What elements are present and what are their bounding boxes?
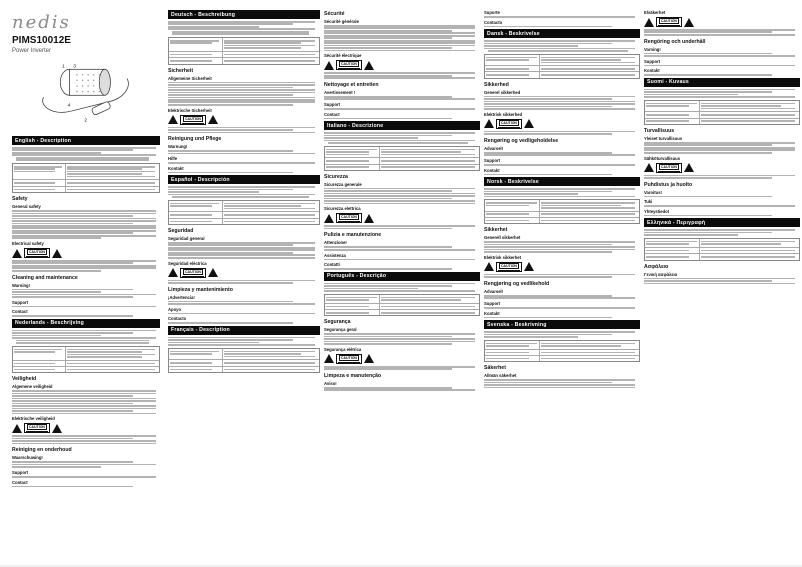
specifications-table: [484, 199, 640, 224]
caution-warning-label: CAUTION: [484, 262, 640, 272]
warning-triangle-icon: [208, 268, 218, 277]
section-header-danish: Dansk - Beskrivelse: [484, 29, 640, 38]
caution-warning-label: CAUTION: [12, 423, 160, 433]
heading-safety-es: Seguridad: [168, 228, 194, 234]
heading-cleaning-da: Rengøring og vedligeholdelse: [484, 137, 559, 144]
warning-triangle-icon: [524, 119, 534, 128]
heading-electrical-safety-no: Elektrisk sikkerhet: [484, 254, 522, 260]
heading-electrical-safety-da: Elektrisk sikkerhed: [484, 111, 523, 117]
heading-electrical-safety-fi: Sähköturvallisuus: [644, 155, 681, 161]
heading-safety-de: Sicherheit: [168, 67, 194, 74]
specifications-table: [168, 348, 320, 373]
specifications-table: [12, 163, 160, 193]
warning-triangle-icon: [484, 119, 494, 128]
heading-contact: Contact: [12, 309, 28, 315]
heading-warning-pt: Aviso!: [324, 381, 337, 386]
warning-triangle-icon: [644, 18, 654, 27]
section-header-swedish: Svenska - Beskrivning: [484, 320, 640, 329]
heading-general-safety-de: Allgemeine Sicherheit: [168, 75, 212, 81]
heading-general-safety-es: Seguridad general: [168, 236, 205, 241]
warning-triangle-icon: [364, 61, 374, 70]
heading-warning-fr: Avertissement !: [324, 90, 356, 95]
heading-general-safety-nl: Algemene veiligheid: [12, 384, 53, 390]
heading-safety-da: Sikkerhed: [484, 81, 509, 88]
heading-contact-pt: Contacto: [484, 19, 503, 25]
heading-cleaning-pt: Limpeza e manutenção: [324, 373, 382, 379]
heading-warning-no: Advarsel!: [484, 288, 504, 294]
specifications-table: [484, 340, 640, 363]
specifications-table: [484, 54, 640, 79]
heading-warning: Warning!: [12, 282, 30, 288]
column-3: [324, 8, 480, 567]
specifications-table: [324, 146, 480, 171]
heading-contact-nl: Contact: [12, 479, 28, 485]
callout-1: 1: [62, 63, 65, 69]
heading-electrical-safety-pt: Segurança elétrica: [324, 346, 362, 352]
heading-electrical-safety-it: Sicurezza elettrica: [324, 206, 361, 212]
heading-general-safety-pt: Segurança geral: [324, 327, 357, 333]
section-header-greek: Ελληνικά - Περιγραφή: [644, 218, 800, 227]
warning-triangle-icon: [524, 262, 534, 271]
heading-electrical-safety-fr: Sécurité électrique: [324, 53, 362, 59]
inverter-illustration-icon: [30, 60, 150, 125]
heading-contact-sv: Kontakt: [644, 68, 660, 74]
heading-safety-no: Sikkerhet: [484, 227, 508, 234]
section-header-dutch: Nederlands - Beschrijving: [12, 319, 160, 328]
heading-safety-fr: Sécurité: [324, 11, 345, 17]
caution-warning-label: CAUTION: [324, 354, 480, 364]
heading-cleaning-es: Limpieza y mantenimiento: [168, 286, 233, 293]
specifications-table: [12, 346, 160, 374]
heading-support-de: Hilfe: [168, 156, 178, 162]
heading-support-es: Apoyo: [168, 306, 182, 312]
column-1: [12, 0, 160, 565]
heading-cleaning-fi: Puhdistus ja huolto: [644, 181, 693, 188]
caution-warning-label: CAUTION: [644, 17, 800, 27]
section-header-german: Deutsch - Beschreibung: [168, 10, 320, 19]
model-number: PIMS10012E: [12, 35, 71, 46]
heading-safety-it: Sicurezza: [324, 173, 348, 180]
warning-triangle-icon: [644, 163, 654, 172]
heading-support-it: Assistenza: [324, 252, 346, 258]
section-header-portuguese: Português - Descrição: [324, 272, 480, 281]
heading-contact-fr: Contact: [324, 111, 340, 117]
heading-warning-sv: Varning!: [644, 46, 661, 52]
heading-support-no: Support: [484, 301, 501, 306]
heading-electrical-safety-nl: Elektrische veiligheid: [12, 416, 55, 422]
heading-cleaning-fr: Nettoyage et entretien: [324, 82, 379, 88]
heading-support-fi: Tuki: [644, 199, 653, 205]
warning-triangle-icon: [12, 249, 22, 258]
heading-general-safety-fr: Sécurité générale: [324, 19, 359, 24]
heading-electrical-safety-de: Elektrische Sicherheit: [168, 107, 212, 113]
heading-general-safety-it: Sicurezza generale: [324, 181, 362, 187]
heading-safety-fi: Turvallisuus: [644, 127, 675, 134]
product-subtitle: Power Inverter: [12, 48, 52, 54]
heading-general-safety-fi: Yleiset turvallisuus: [644, 135, 683, 141]
heading-warning-nl: Waarschuwing!: [12, 455, 43, 461]
heading-electrical-safety-es: Seguridad eléctrica: [168, 260, 207, 266]
caution-warning-label: CAUTION: [644, 163, 800, 173]
warning-triangle-icon: [324, 61, 334, 70]
heading-support-fr: Support: [324, 102, 341, 108]
specifications-table: [644, 238, 800, 261]
heading-support-nl: Support: [12, 469, 29, 475]
warning-triangle-icon: [364, 354, 374, 363]
heading-cleaning-de: Reinigung und Pflege: [168, 136, 222, 143]
warning-triangle-icon: [208, 115, 218, 124]
caution-warning-label: CAUTION: [324, 213, 480, 223]
warning-triangle-icon: [12, 424, 22, 433]
heading-contact-it: Contatti: [324, 262, 340, 268]
heading-contact-fi: Yhteystiedot: [644, 208, 670, 214]
warning-triangle-icon: [52, 249, 62, 258]
heading-safety-pt: Segurança: [324, 319, 351, 326]
heading-warning-it: Attenzione!: [324, 240, 347, 246]
heading-general-safety-sv: Allmän säkerhet: [484, 373, 517, 379]
heading-cleaning-no: Rengjøring og vedlikehold: [484, 280, 550, 287]
column-2: [168, 8, 320, 567]
heading-safety-el: Ασφάλεια: [644, 263, 669, 270]
heading-general-safety: General safety: [12, 204, 41, 210]
section-header-italian: Italiano - Descrizione: [324, 121, 480, 130]
warning-triangle-icon: [324, 354, 334, 363]
heading-warning-de: Warnung!: [168, 144, 188, 150]
heading-contact-es: Contacto: [168, 316, 187, 322]
caution-warning-label: CAUTION: [168, 115, 320, 125]
section-header-english: English - Description: [12, 136, 160, 145]
heading-general-safety-el: Γενική ασφάλεια: [644, 271, 678, 277]
heading-electrical-safety-sv: Elsäkerhet: [644, 10, 666, 15]
heading-general-safety-no: Generell sikkerhet: [484, 235, 521, 241]
section-header-norwegian: Norsk - Beskrivelse: [484, 177, 640, 186]
warning-triangle-icon: [684, 18, 694, 27]
column-4: [484, 8, 640, 567]
specifications-table: [168, 200, 320, 225]
heading-electrical-safety: Electrical safety: [12, 241, 44, 246]
section-header-spanish: Español - Descripción: [168, 175, 320, 184]
heading-safety-nl: Veiligheid: [12, 376, 37, 383]
warning-triangle-icon: [364, 214, 374, 223]
heading-contact-da: Kontakt: [484, 167, 500, 173]
heading-support-sv: Support: [644, 58, 661, 64]
heading-contact-no: Kontakt: [484, 310, 500, 316]
callout-3: 3: [73, 63, 76, 69]
column-5: [644, 8, 800, 567]
heading-safety-sv: Säkerhet: [484, 365, 506, 372]
specifications-table: [168, 37, 320, 65]
caution-warning-label: CAUTION: [12, 248, 160, 258]
heading-cleaning: Cleaning and maintenance: [12, 274, 78, 281]
warning-triangle-icon: [324, 214, 334, 223]
warning-triangle-icon: [52, 424, 62, 433]
heading-contact-de: Kontakt: [168, 165, 184, 171]
specifications-table: [324, 294, 480, 317]
warning-triangle-icon: [168, 268, 178, 277]
heading-support-pt: Suporte: [484, 10, 500, 15]
warning-triangle-icon: [684, 163, 694, 172]
section-header-finnish: Suomi - Kuvaus: [644, 78, 800, 87]
heading-warning-es: ¡Advertencia!: [168, 294, 195, 300]
caution-warning-label: CAUTION: [168, 268, 320, 278]
heading-warning-da: Advarsel!: [484, 145, 504, 151]
heading-support-da: Support: [484, 157, 501, 163]
warning-triangle-icon: [168, 115, 178, 124]
brand-logo: nedis: [12, 12, 71, 33]
callout-2: 2: [84, 117, 88, 123]
heading-cleaning-sv: Rengöring och underhåll: [644, 38, 706, 45]
section-header-french: Français - Description: [168, 326, 320, 335]
heading-support: Support: [12, 299, 29, 305]
caution-warning-label: CAUTION: [324, 60, 480, 70]
heading-cleaning-it: Pulizia e manutenzione: [324, 232, 382, 239]
heading-general-safety-da: Generel sikkerhed: [484, 89, 521, 95]
heading-cleaning-nl: Reiniging en onderhoud: [12, 447, 72, 454]
callout-4: 4: [67, 102, 71, 108]
heading-warning-fi: Varoitus!: [644, 189, 662, 195]
warning-triangle-icon: [484, 262, 494, 271]
specifications-table: [644, 100, 800, 125]
caution-warning-label: CAUTION: [484, 119, 640, 129]
heading-safety: Safety: [12, 196, 28, 203]
